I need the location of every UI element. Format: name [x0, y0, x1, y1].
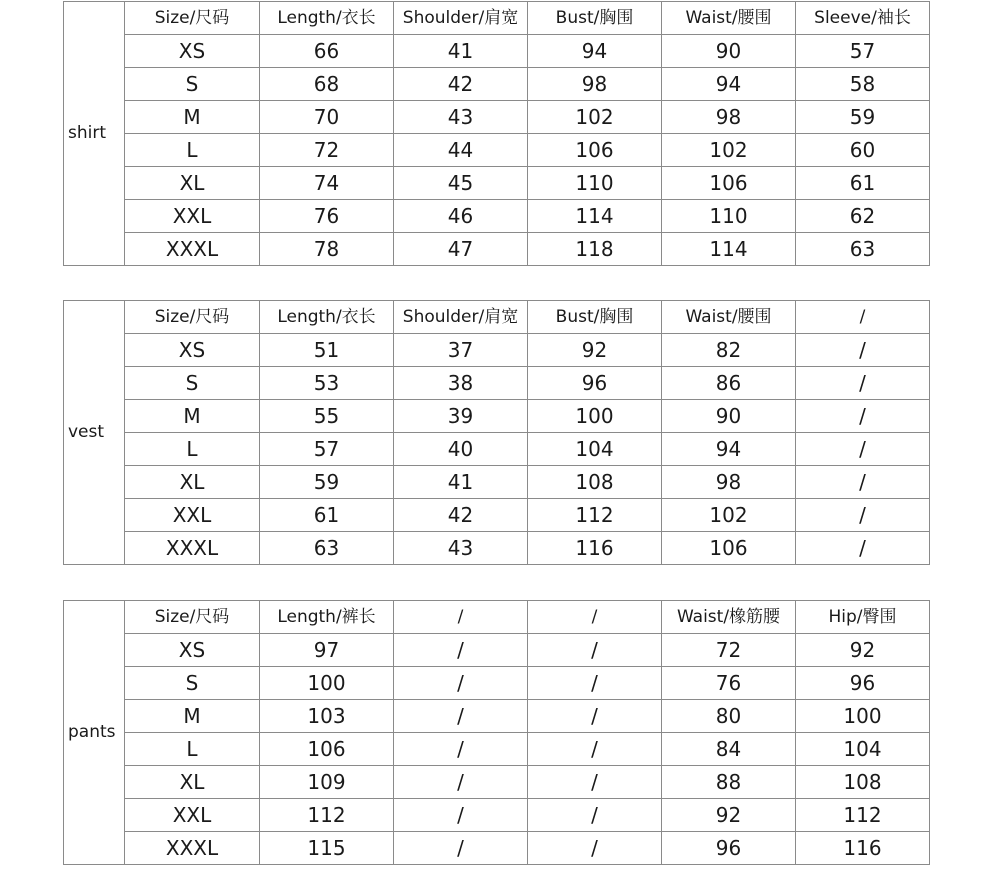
table-cell: S	[125, 667, 260, 700]
table-cell: L	[125, 134, 260, 167]
table-row	[64, 200, 930, 233]
table-cell: /	[528, 634, 662, 667]
table-cell: L	[125, 433, 260, 466]
table-cell: 106	[528, 134, 662, 167]
table-cell: 43	[394, 532, 528, 565]
size-table-shirt	[63, 1, 930, 266]
table-cell: 100	[528, 400, 662, 433]
header-cell: /	[528, 601, 662, 634]
table-cell: 63	[796, 233, 930, 266]
table-cell: 59	[260, 466, 394, 499]
table-cell: /	[394, 766, 528, 799]
table-cell: 109	[260, 766, 394, 799]
size-table-vest	[63, 300, 930, 565]
table-cell: 82	[662, 334, 796, 367]
table-row	[64, 35, 930, 68]
table-cell: 72	[662, 634, 796, 667]
table-cell: 103	[260, 700, 394, 733]
table-cell: 104	[796, 733, 930, 766]
header-row	[64, 301, 930, 334]
table-cell: 96	[528, 367, 662, 400]
table-cell: 94	[528, 35, 662, 68]
header-cell: Size/尺码	[125, 2, 260, 35]
table-row	[64, 233, 930, 266]
table-cell: L	[125, 733, 260, 766]
header-cell: Waist/橡筋腰	[662, 601, 796, 634]
table-cell: 41	[394, 466, 528, 499]
header-cell: /	[394, 601, 528, 634]
header-cell: Waist/腰围	[662, 2, 796, 35]
table-cell: 100	[796, 700, 930, 733]
table-cell: 66	[260, 35, 394, 68]
table-cell: 96	[796, 667, 930, 700]
table-cell: 108	[796, 766, 930, 799]
table-cell: 60	[796, 134, 930, 167]
header-cell: Bust/胸围	[528, 2, 662, 35]
table-cell: 96	[662, 832, 796, 865]
table-cell: 114	[528, 200, 662, 233]
table-cell: 80	[662, 700, 796, 733]
table-cell: 94	[662, 68, 796, 101]
table-row	[64, 700, 930, 733]
table-cell: 116	[796, 832, 930, 865]
table-cell: /	[796, 334, 930, 367]
table-cell: XL	[125, 766, 260, 799]
table-cell: 102	[662, 499, 796, 532]
table-cell: 106	[260, 733, 394, 766]
table-cell: 88	[662, 766, 796, 799]
table-cell: 68	[260, 68, 394, 101]
table-cell: 55	[260, 400, 394, 433]
table-row	[64, 799, 930, 832]
category-label: vest	[64, 301, 125, 565]
table-cell: 115	[260, 832, 394, 865]
table-cell: 78	[260, 233, 394, 266]
table-cell: XS	[125, 634, 260, 667]
table-cell: 84	[662, 733, 796, 766]
table-cell: /	[796, 433, 930, 466]
table-cell: /	[394, 634, 528, 667]
table-cell: 102	[528, 101, 662, 134]
header-cell: Size/尺码	[125, 601, 260, 634]
table-cell: 74	[260, 167, 394, 200]
table-row	[64, 400, 930, 433]
table-cell: 62	[796, 200, 930, 233]
table-cell: /	[394, 667, 528, 700]
table-row	[64, 466, 930, 499]
header-cell: Size/尺码	[125, 301, 260, 334]
table-cell: /	[796, 367, 930, 400]
table-cell: 37	[394, 334, 528, 367]
table-row	[64, 667, 930, 700]
table-cell: /	[796, 532, 930, 565]
table-cell: 92	[796, 634, 930, 667]
table-cell: 106	[662, 532, 796, 565]
table-cell: 59	[796, 101, 930, 134]
table-cell: 43	[394, 101, 528, 134]
table-cell: XXXL	[125, 832, 260, 865]
table-row	[64, 334, 930, 367]
table-cell: 110	[528, 167, 662, 200]
table-cell: /	[528, 799, 662, 832]
table-cell: 98	[662, 101, 796, 134]
table-row	[64, 134, 930, 167]
table-cell: 61	[796, 167, 930, 200]
table-cell: S	[125, 68, 260, 101]
table-cell: 41	[394, 35, 528, 68]
header-cell: /	[796, 301, 930, 334]
table-cell: 46	[394, 200, 528, 233]
table-cell: /	[528, 832, 662, 865]
header-cell: Waist/腰围	[662, 301, 796, 334]
table-cell: 38	[394, 367, 528, 400]
table-row	[64, 532, 930, 565]
table-cell: 90	[662, 400, 796, 433]
table-cell: 63	[260, 532, 394, 565]
table-cell: 108	[528, 466, 662, 499]
header-row	[64, 601, 930, 634]
table-cell: 90	[662, 35, 796, 68]
table-row	[64, 68, 930, 101]
table-cell: 100	[260, 667, 394, 700]
table-cell: /	[394, 832, 528, 865]
table-cell: XS	[125, 35, 260, 68]
header-cell: Length/裤长	[260, 601, 394, 634]
table-cell: XXL	[125, 499, 260, 532]
header-cell: Shoulder/肩宽	[394, 2, 528, 35]
table-cell: M	[125, 400, 260, 433]
table-cell: 92	[528, 334, 662, 367]
header-row	[64, 2, 930, 35]
table-cell: XXL	[125, 799, 260, 832]
header-cell: Hip/臀围	[796, 601, 930, 634]
category-label: pants	[64, 601, 125, 865]
table-cell: 112	[260, 799, 394, 832]
table-cell: 76	[260, 200, 394, 233]
table-cell: 72	[260, 134, 394, 167]
table-cell: 47	[394, 233, 528, 266]
table-cell: 42	[394, 499, 528, 532]
table-row	[64, 101, 930, 134]
table-row	[64, 367, 930, 400]
table-cell: /	[394, 700, 528, 733]
table-cell: 112	[528, 499, 662, 532]
table-cell: 58	[796, 68, 930, 101]
table-cell: 40	[394, 433, 528, 466]
table-cell: 114	[662, 233, 796, 266]
table-cell: 76	[662, 667, 796, 700]
table-cell: /	[796, 466, 930, 499]
header-cell: Bust/胸围	[528, 301, 662, 334]
table-cell: 61	[260, 499, 394, 532]
table-cell: /	[528, 733, 662, 766]
table-cell: /	[528, 766, 662, 799]
table-cell: 92	[662, 799, 796, 832]
table-cell: 44	[394, 134, 528, 167]
table-cell: /	[528, 667, 662, 700]
table-row	[64, 766, 930, 799]
table-row	[64, 634, 930, 667]
table-row	[64, 167, 930, 200]
table-cell: 98	[528, 68, 662, 101]
table-row	[64, 499, 930, 532]
table-cell: 106	[662, 167, 796, 200]
table-cell: 51	[260, 334, 394, 367]
table-cell: XL	[125, 167, 260, 200]
header-cell: Sleeve/袖长	[796, 2, 930, 35]
table-cell: 53	[260, 367, 394, 400]
table-cell: 86	[662, 367, 796, 400]
table-cell: M	[125, 700, 260, 733]
table-cell: S	[125, 367, 260, 400]
table-cell: 94	[662, 433, 796, 466]
table-cell: 118	[528, 233, 662, 266]
table-cell: 112	[796, 799, 930, 832]
table-cell: XXL	[125, 200, 260, 233]
table-row	[64, 433, 930, 466]
table-cell: /	[394, 799, 528, 832]
table-cell: 39	[394, 400, 528, 433]
table-cell: 97	[260, 634, 394, 667]
table-cell: XS	[125, 334, 260, 367]
table-cell: 104	[528, 433, 662, 466]
table-cell: XXXL	[125, 233, 260, 266]
table-cell: 110	[662, 200, 796, 233]
table-cell: 70	[260, 101, 394, 134]
table-cell: /	[796, 499, 930, 532]
table-row	[64, 832, 930, 865]
header-cell: Length/衣长	[260, 2, 394, 35]
table-cell: 57	[796, 35, 930, 68]
category-label: shirt	[64, 2, 125, 266]
table-cell: 45	[394, 167, 528, 200]
table-row	[64, 733, 930, 766]
table-cell: 42	[394, 68, 528, 101]
table-cell: /	[394, 733, 528, 766]
table-cell: /	[528, 700, 662, 733]
header-cell: Shoulder/肩宽	[394, 301, 528, 334]
table-cell: 102	[662, 134, 796, 167]
table-cell: M	[125, 101, 260, 134]
table-cell: XL	[125, 466, 260, 499]
table-cell: 57	[260, 433, 394, 466]
table-cell: /	[796, 400, 930, 433]
table-cell: 116	[528, 532, 662, 565]
size-table-pants	[63, 600, 930, 865]
table-cell: 98	[662, 466, 796, 499]
table-cell: XXXL	[125, 532, 260, 565]
header-cell: Length/衣长	[260, 301, 394, 334]
